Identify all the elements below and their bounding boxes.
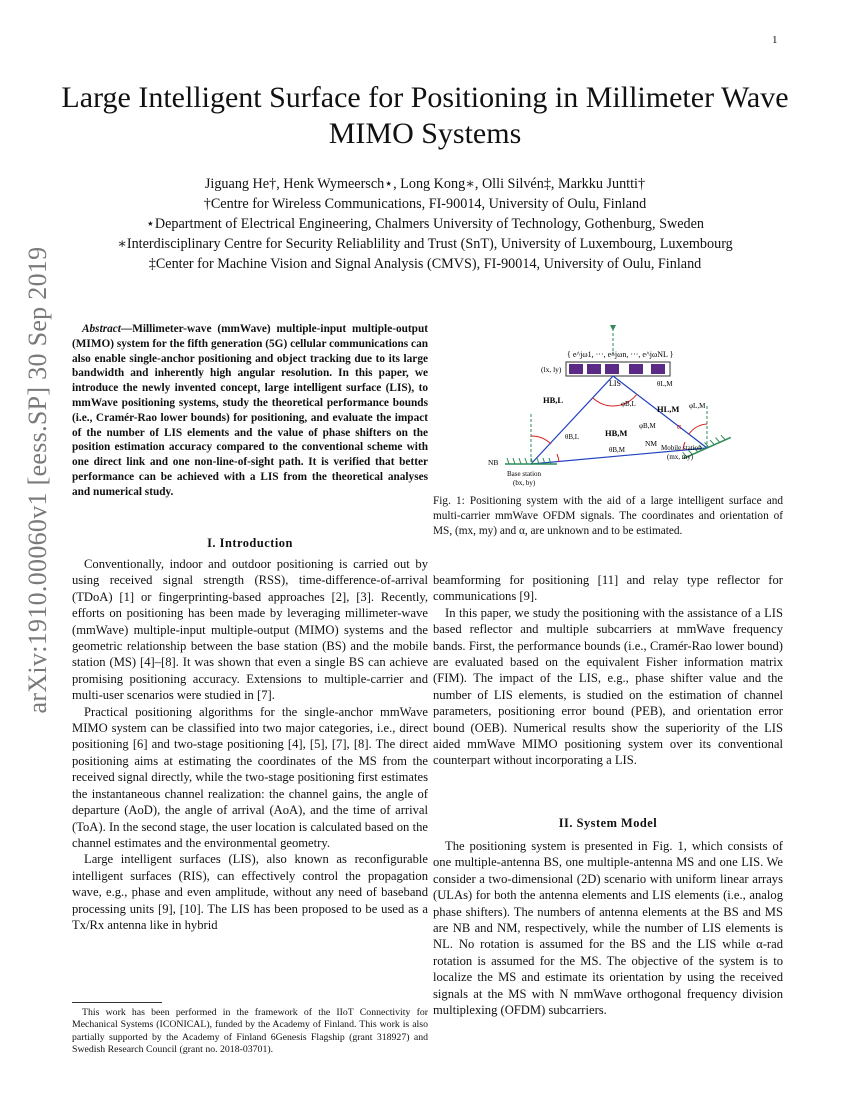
section-system-model: [433, 816, 783, 831]
label-h-lm: HL,M: [657, 404, 680, 414]
arc-theta-bl: [531, 436, 551, 444]
figure-1: [433, 324, 783, 497]
label-h-bm: HB,M: [605, 428, 628, 438]
label-theta-bl: θB,L: [565, 433, 580, 441]
arc-phi-bl: [593, 398, 613, 406]
label-phi-bm: φB,M: [639, 422, 656, 430]
label-phi-bl: φB,L: [621, 400, 636, 408]
ms-coordinate: (mx, my): [667, 453, 694, 461]
section-introduction: [72, 536, 428, 551]
label-h-bl: HB,L: [543, 395, 564, 405]
lis-element: [651, 364, 665, 374]
section-heading-introduction: I. Introduction: [207, 536, 293, 550]
intro-paragraph-4: In this paper, we study the positioning with the assistance of a LIS based reflector and multiple subcarriers at mmWave frequency bands. First, the performance bounds (i.e., Cramér-Rao lower bound) are evaluated based on the equivalent Fisher information matrix (FIM). The impact of the LIS, e.g., phase shifter value and the number of LIS elements, is studied on the estimation of channel parameters, positioning error bound (PEB), and orientation error bound (OEB). Numerical results show the superiority of the LIS aided mmWave MIMO positioning system over its conventional counterpart without incorporating a LIS.: [433, 605, 783, 768]
right-column-intro-cont: [433, 572, 783, 769]
lis-label: LIS: [609, 379, 621, 388]
arc-phi-lm: [689, 424, 707, 434]
bs-label: Base station: [507, 470, 542, 478]
label-theta-bm: θB,M: [609, 446, 625, 454]
lis-element: [629, 364, 643, 374]
intro-paragraph-1: Conventionally, indoor and outdoor positioning is carried out by using received signal strength (RSS), time-difference-of-arrival (TDoA) [1] or fingerprinting-based approaches [2], [3]. Recently, efforts on positioning has been made by leveraging millimeter-wave (mmWave) multiple-input multiple-output (MIMO) systems and the geometric relationship between the base station (BS) and the mobile station (MS) [4]–[8]. It was shown that even a single BS can achieve promising positioning accuracy. Extensions to multiple-carrier and multi-user scenarios were studied in [7].: [72, 557, 428, 703]
ms-label: Mobile station: [661, 444, 702, 452]
system-model-body: [433, 838, 783, 1018]
label-alpha: α: [677, 422, 682, 431]
bs-coordinate: (bx, by): [513, 479, 536, 487]
footnote-text: This work has been performed in the framework of the IIoT Connectivity for Mechanical Systems (ICONICAL), funded by the Academy of Finland. This work is also partially supported by the Academy of Finland 6Genesis Flagship (grant 318927) and Swedish Research Council (grant no. 2018-03701).: [72, 1007, 428, 1056]
author-block: [60, 174, 790, 274]
author-names: Jiguang He†, Henk Wymeersch⋆, Long Kong∗, Olli Silvén‡, Markku Juntti†: [204, 176, 646, 192]
lis-element: [569, 364, 583, 374]
lis-element: [587, 364, 601, 374]
page-number: 1: [772, 34, 778, 46]
affiliation-chalmers: ⋆Department of Electrical Engineering, Chalmers University of Technology, Gothenburg, Sweden: [145, 216, 705, 232]
arxiv-stamp[interactable]: arXiv:1910.00060v1 [eess.SP] 30 Sep 2019: [23, 246, 52, 714]
label-phi-lm: φL,M: [689, 402, 706, 410]
system-diagram: [433, 324, 783, 492]
abstract-text: —Millimeter-wave (mmWave) multiple-input multiple-output (MIMO) system for the fifth generation (5G) cellular communications can also enable single-anchor positioning and object tracking due to its large bandwidth and inherently high angular resolution. In this paper, we introduce the newly invented concept, large intelligent surface (LIS), to mmWave positioning systems, study the theoretical performance bounds (i.e., Cramér-Rao lower bounds) for positioning, and evaluate the impact of the number of LIS elements and the value of phase shifters on the position estimation accuracy compared to the conventional scheme with one direct link and one non-line-of-sight path. It is verified that better performance can be achieved with a LIS from the theoretical analyses and numerical study.: [72, 323, 428, 498]
figure-1-caption: Fig. 1: Positioning system with the aid of a large intelligent surface and multi-carrier mmWave OFDM signals. The coordinates and orientation of MS, (mx, my) and α, are unknown and to be estimated.: [433, 495, 783, 537]
affiliation-oulu-cwc: †Centre for Wireless Communications, FI-90014, University of Oulu, Finland: [203, 196, 647, 212]
arc-theta-bm: [557, 454, 559, 462]
abstract-label: Abstract: [82, 323, 121, 335]
section-heading-system-model: II. System Model: [558, 816, 658, 830]
lis-coordinate: (lx, ly): [541, 365, 562, 374]
lis-phase-vector: { e^jω1, ···, e^jωn, ···, e^jωNL }: [567, 350, 674, 359]
abstract: [72, 322, 428, 500]
intro-paragraph-3-continued: beamforming for positioning [11] and relay type reflector for communications [9].: [433, 573, 783, 604]
affiliation-luxembourg: ∗Interdisciplinary Centre for Security Reliablility and Trust (SnT), University of Luxembourg, Luxembourg: [117, 236, 733, 252]
beam-bs-to-lis: [531, 376, 613, 464]
introduction-body: [72, 556, 428, 933]
footnote-rule: [72, 1002, 162, 1003]
label-nb: NB: [488, 458, 499, 467]
label-nm: NM: [645, 439, 658, 448]
intro-paragraph-2: Practical positioning algorithms for the single-anchor mmWave MIMO system can be classified into two major categories, i.e., direct positioning [6] and two-stage positioning [4], [5], [7], [8]. The direct positioning aims at estimating the coordinates of the MS from the received signal directly, while the two-stage positioning first estimates the instantaneous channel realization: the channel gains, the angle of departure (AoD), the angle of arrival (AoA), and the time of arrival (ToA). In the second stage, the user location is calculated based on the channel estimates and the environmental geometry.: [72, 704, 428, 850]
footnote: [72, 1002, 428, 1057]
lis-element: [605, 364, 619, 374]
intro-paragraph-3: Large intelligent surfaces (LIS), also known as reconfigurable intelligent surfaces (RIS), can effectively control the propagation wave, e.g., phase and even amplitude, without any need of baseband processing units [9], [10]. The LIS has been proposed to be used as a Tx/Rx antenna like in hybrid: [72, 852, 428, 932]
affiliation-oulu-cmvs: ‡Center for Machine Vision and Signal Analysis (CMVS), FI-90014, University of Oulu, Finland: [148, 256, 702, 272]
paper-title: Large Intelligent Surface for Positioning in Millimeter Wave MIMO Systems: [61, 81, 789, 150]
label-theta-lm: θL,M: [657, 380, 673, 388]
system-model-paragraph-1: The positioning system is presented in Fig. 1, which consists of one multiple-antenna BS, one multiple-antenna MS and one LIS. We consider a two-dimensional (2D) scenario with uniform linear arrays (ULAs) for both the antenna elements and LIS elements (i.e., analog phase shifters). The numbers of antenna elements at the BS and MS are NB and NM, respectively, while the number of LIS elements is NL. No rotation is assumed for the BS and the LIS while α-rad rotation is assumed for the MS. The objective of the system is to localize the MS and estimate its orientation by using the received signals at the MS with N mmWave orthogonal frequency division multiplexing (OFDM) subcarriers.: [433, 839, 783, 1018]
